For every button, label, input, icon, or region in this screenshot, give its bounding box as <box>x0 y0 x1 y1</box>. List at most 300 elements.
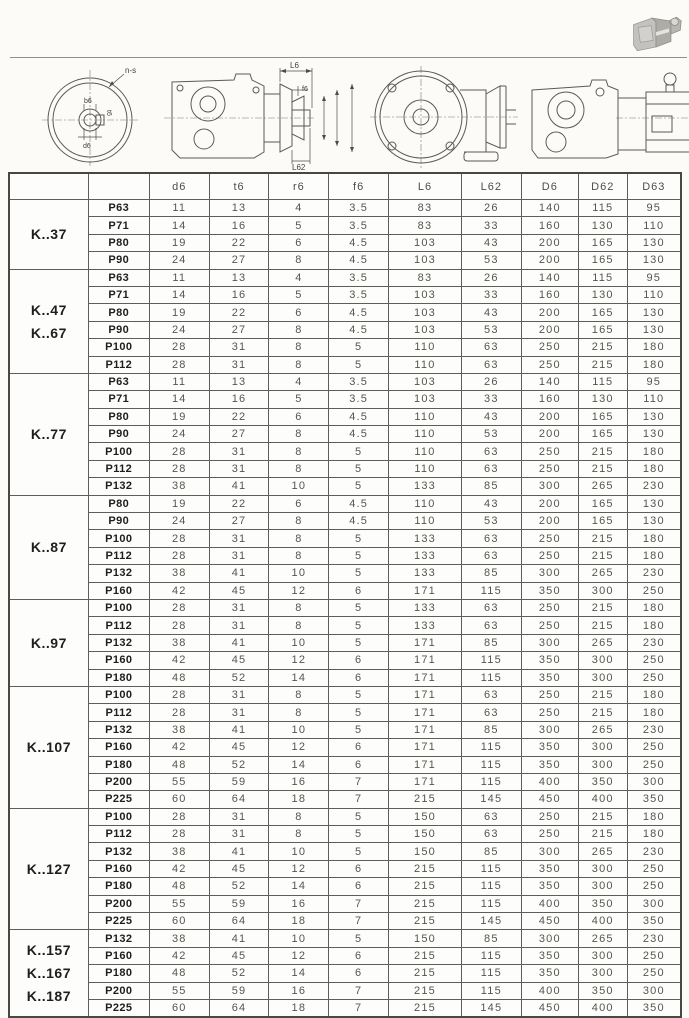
dim-value: 230 <box>627 478 681 495</box>
dim-value: 130 <box>578 286 627 303</box>
dim-value: 180 <box>627 617 681 634</box>
dim-value: 63 <box>461 704 521 721</box>
dim-value: 8 <box>269 704 329 721</box>
dim-value: 350 <box>521 669 578 686</box>
dim-value: 110 <box>389 339 462 356</box>
dim-value: 8 <box>269 252 329 269</box>
dim-value: 300 <box>578 860 627 877</box>
dim-value: 350 <box>578 773 627 790</box>
dim-d6: d6 <box>83 143 91 150</box>
model-label: P160 <box>88 652 149 669</box>
dim-value: 13 <box>209 373 269 390</box>
dim-value: 215 <box>578 686 627 703</box>
dim-value: 53 <box>461 252 521 269</box>
dim-value: 300 <box>521 478 578 495</box>
column-header <box>88 173 149 200</box>
model-label: P90 <box>88 252 149 269</box>
dim-value: 300 <box>578 582 627 599</box>
dim-value: 6 <box>269 495 329 512</box>
side-view-motor-drawing <box>520 60 689 170</box>
table-row <box>9 652 681 669</box>
dim-value: 180 <box>627 530 681 547</box>
dim-value: 171 <box>389 756 462 773</box>
dim-value: 215 <box>578 530 627 547</box>
dim-t6: t6 <box>105 110 112 116</box>
column-header: D63 <box>627 173 681 200</box>
table-row <box>9 895 681 912</box>
dim-value: 130 <box>627 495 681 512</box>
model-label: P112 <box>88 460 149 477</box>
dim-value: 5 <box>329 843 389 860</box>
dim-value: 5 <box>329 617 389 634</box>
dim-value: 53 <box>461 321 521 338</box>
dim-value: 250 <box>521 686 578 703</box>
dim-value: 300 <box>578 669 627 686</box>
dim-value: 300 <box>627 982 681 999</box>
dim-value: 230 <box>627 565 681 582</box>
dim-value: 400 <box>521 895 578 912</box>
dim-value: 200 <box>521 304 578 321</box>
dim-b6: b6 <box>84 98 92 105</box>
dim-value: 85 <box>461 565 521 582</box>
dim-value: 45 <box>209 739 269 756</box>
dim-value: 4 <box>269 373 329 390</box>
column-header: r6 <box>269 173 329 200</box>
dim-value: 215 <box>389 947 462 964</box>
dim-value: 180 <box>627 826 681 843</box>
column-header: L62 <box>461 173 521 200</box>
dim-value: 250 <box>627 652 681 669</box>
dim-value: 63 <box>461 339 521 356</box>
dim-value: 171 <box>389 773 462 790</box>
dim-value: 300 <box>521 721 578 738</box>
dim-value: 215 <box>389 999 462 1017</box>
group-label-line: K..37 <box>30 226 67 243</box>
dim-value: 27 <box>209 426 269 443</box>
dim-value: 95 <box>627 269 681 286</box>
dim-value: 145 <box>461 999 521 1017</box>
dim-value: 8 <box>269 547 329 564</box>
dim-value: 215 <box>389 791 462 808</box>
shaft-end-view-drawing <box>38 60 156 170</box>
dim-value: 215 <box>389 913 462 930</box>
dim-value: 8 <box>269 599 329 616</box>
dim-value: 215 <box>578 339 627 356</box>
dim-value: 160 <box>521 391 578 408</box>
table-row <box>9 947 681 964</box>
dim-value: 140 <box>521 269 578 286</box>
dim-value: 19 <box>149 495 209 512</box>
dim-value: 300 <box>521 843 578 860</box>
dim-value: 115 <box>461 878 521 895</box>
dim-value: 8 <box>269 339 329 356</box>
dim-value: 64 <box>209 999 269 1017</box>
group-label-line: K..167 <box>26 965 71 982</box>
dim-value: 130 <box>627 426 681 443</box>
dim-value: 300 <box>521 930 578 947</box>
front-view-drawing <box>368 60 520 170</box>
dim-value: 115 <box>578 269 627 286</box>
group-label-line: K..157 <box>26 942 71 959</box>
dim-value: 26 <box>461 200 521 217</box>
table-row <box>9 547 681 564</box>
dim-value: 115 <box>461 965 521 982</box>
dim-value: 400 <box>578 913 627 930</box>
gearmotor-photo <box>628 9 684 57</box>
dim-value: 150 <box>389 826 462 843</box>
dim-value: 83 <box>389 269 462 286</box>
dim-value: 38 <box>149 843 209 860</box>
dim-value: 180 <box>627 460 681 477</box>
dim-value: 28 <box>149 443 209 460</box>
dim-value: 230 <box>627 634 681 651</box>
model-label: P112 <box>88 704 149 721</box>
model-label: P160 <box>88 582 149 599</box>
dim-value: 180 <box>627 443 681 460</box>
dim-value: 4.5 <box>329 408 389 425</box>
dim-value: 7 <box>329 791 389 808</box>
dim-value: 180 <box>627 808 681 825</box>
dim-value: 215 <box>578 547 627 564</box>
dim-value: 22 <box>209 495 269 512</box>
dim-value: 85 <box>461 721 521 738</box>
dim-value: 6 <box>329 756 389 773</box>
dim-value: 171 <box>389 686 462 703</box>
dim-value: 180 <box>627 599 681 616</box>
dim-value: 28 <box>149 704 209 721</box>
dim-value: 6 <box>329 947 389 964</box>
dim-value: 265 <box>578 565 627 582</box>
dim-value: 150 <box>389 930 462 947</box>
table-row <box>9 286 681 303</box>
dim-value: 3.5 <box>329 373 389 390</box>
dim-value: 250 <box>521 599 578 616</box>
dim-value: 400 <box>521 982 578 999</box>
group-label-line: K..97 <box>30 634 67 651</box>
dim-value: 265 <box>578 634 627 651</box>
dim-value: 250 <box>521 826 578 843</box>
dim-L62: L62 <box>292 163 306 170</box>
table-row <box>9 669 681 686</box>
column-header: L6 <box>389 173 462 200</box>
dim-value: 42 <box>149 582 209 599</box>
table-row <box>9 356 681 373</box>
dim-value: 300 <box>578 965 627 982</box>
dim-value: 5 <box>269 391 329 408</box>
dim-value: 250 <box>627 860 681 877</box>
dim-value: 350 <box>627 791 681 808</box>
dim-value: 26 <box>461 373 521 390</box>
dim-value: 400 <box>578 999 627 1017</box>
dim-value: 31 <box>209 460 269 477</box>
dim-value: 22 <box>209 408 269 425</box>
dim-value: 48 <box>149 669 209 686</box>
dim-value: 31 <box>209 826 269 843</box>
dim-value: 85 <box>461 634 521 651</box>
dim-value: 200 <box>521 495 578 512</box>
dim-value: 110 <box>627 391 681 408</box>
dim-value: 60 <box>149 791 209 808</box>
dim-value: 115 <box>461 947 521 964</box>
dim-value: 14 <box>269 878 329 895</box>
dim-value: 4.5 <box>329 426 389 443</box>
dim-value: 26 <box>461 269 521 286</box>
dim-value: 4.5 <box>329 234 389 251</box>
dim-value: 350 <box>521 860 578 877</box>
dim-value: 85 <box>461 843 521 860</box>
dim-value: 14 <box>149 217 209 234</box>
dim-value: 200 <box>521 513 578 530</box>
dim-value: 8 <box>269 513 329 530</box>
model-label: P180 <box>88 756 149 773</box>
dim-value: 215 <box>578 808 627 825</box>
dim-value: 63 <box>461 460 521 477</box>
model-label: P112 <box>88 356 149 373</box>
dim-value: 8 <box>269 321 329 338</box>
dim-value: 350 <box>521 965 578 982</box>
dim-value: 215 <box>578 356 627 373</box>
dim-value: 5 <box>329 547 389 564</box>
dim-value: 24 <box>149 426 209 443</box>
dim-value: 165 <box>578 408 627 425</box>
model-label: P225 <box>88 913 149 930</box>
table-row <box>9 217 681 234</box>
group-label <box>9 686 88 808</box>
dim-value: 38 <box>149 565 209 582</box>
dim-value: 180 <box>627 356 681 373</box>
group-label <box>9 808 88 930</box>
dimension-table <box>8 172 682 1018</box>
callout-n-s: n-s <box>125 66 137 75</box>
dim-value: 31 <box>209 808 269 825</box>
dim-value: 16 <box>209 391 269 408</box>
dim-value: 31 <box>209 443 269 460</box>
dim-value: 38 <box>149 930 209 947</box>
table-row <box>9 478 681 495</box>
dim-value: 12 <box>269 739 329 756</box>
model-label: P63 <box>88 200 149 217</box>
group-label-line: K..127 <box>26 861 71 878</box>
dim-value: 300 <box>578 739 627 756</box>
dim-value: 4 <box>269 269 329 286</box>
dim-value: 63 <box>461 686 521 703</box>
model-label: P90 <box>88 426 149 443</box>
dim-value: 8 <box>269 530 329 547</box>
dim-value: 140 <box>521 200 578 217</box>
model-label: P100 <box>88 686 149 703</box>
dim-value: 171 <box>389 634 462 651</box>
dim-value: 171 <box>389 721 462 738</box>
dim-value: 63 <box>461 530 521 547</box>
dim-value: 22 <box>209 304 269 321</box>
dim-value: 31 <box>209 356 269 373</box>
dim-value: 3.5 <box>329 286 389 303</box>
table-row <box>9 426 681 443</box>
dim-value: 103 <box>389 321 462 338</box>
dim-value: 18 <box>269 791 329 808</box>
model-label: P90 <box>88 513 149 530</box>
dim-value: 85 <box>461 478 521 495</box>
dim-value: 110 <box>389 408 462 425</box>
dim-value: 38 <box>149 478 209 495</box>
dim-value: 350 <box>578 982 627 999</box>
dim-value: 8 <box>269 617 329 634</box>
technical-drawings <box>38 60 678 170</box>
dim-value: 103 <box>389 286 462 303</box>
group-label-line: K..47 <box>30 301 67 318</box>
dim-value: 83 <box>389 200 462 217</box>
dim-value: 60 <box>149 999 209 1017</box>
group-label <box>9 200 88 270</box>
table-row <box>9 860 681 877</box>
dim-value: 130 <box>627 408 681 425</box>
table-row <box>9 408 681 425</box>
dim-value: 63 <box>461 356 521 373</box>
model-label: P180 <box>88 669 149 686</box>
dim-value: 6 <box>269 234 329 251</box>
column-header: D6 <box>521 173 578 200</box>
dim-value: 103 <box>389 373 462 390</box>
dim-value: 5 <box>269 286 329 303</box>
dim-value: 27 <box>209 321 269 338</box>
group-label-line: K..87 <box>30 539 67 556</box>
dim-value: 13 <box>209 200 269 217</box>
dim-value: 10 <box>269 721 329 738</box>
table-row <box>9 913 681 930</box>
model-label: P90 <box>88 321 149 338</box>
column-header: t6 <box>209 173 269 200</box>
dim-value: 133 <box>389 547 462 564</box>
dim-value: 3.5 <box>329 200 389 217</box>
dim-value: 165 <box>578 426 627 443</box>
dim-value: 200 <box>521 234 578 251</box>
table-row <box>9 756 681 773</box>
dim-value: 215 <box>578 617 627 634</box>
dim-value: 250 <box>627 947 681 964</box>
dim-value: 28 <box>149 460 209 477</box>
dim-value: 250 <box>627 582 681 599</box>
dim-value: 59 <box>209 773 269 790</box>
dim-value: 140 <box>521 373 578 390</box>
dim-value: 160 <box>521 286 578 303</box>
dim-value: 300 <box>578 652 627 669</box>
dim-value: 115 <box>461 652 521 669</box>
dim-value: 63 <box>461 443 521 460</box>
dim-value: 41 <box>209 478 269 495</box>
model-label: P132 <box>88 565 149 582</box>
table-row <box>9 878 681 895</box>
dim-value: 5 <box>329 808 389 825</box>
dim-value: 5 <box>329 530 389 547</box>
dim-value: 5 <box>329 565 389 582</box>
dim-value: 63 <box>461 617 521 634</box>
dim-value: 115 <box>578 200 627 217</box>
model-label: P160 <box>88 860 149 877</box>
dim-value: 5 <box>329 599 389 616</box>
dim-value: 171 <box>389 652 462 669</box>
dim-value: 180 <box>627 704 681 721</box>
dim-value: 215 <box>578 443 627 460</box>
dim-value: 24 <box>149 513 209 530</box>
dim-value: 24 <box>149 252 209 269</box>
dim-value: 11 <box>149 269 209 286</box>
table-row <box>9 391 681 408</box>
dim-value: 250 <box>627 878 681 895</box>
column-header: d6 <box>149 173 209 200</box>
dim-value: 133 <box>389 599 462 616</box>
dim-value: 41 <box>209 565 269 582</box>
dim-value: 300 <box>627 895 681 912</box>
dim-value: 215 <box>389 895 462 912</box>
dim-value: 31 <box>209 617 269 634</box>
table-row <box>9 495 681 512</box>
dim-value: 11 <box>149 373 209 390</box>
dim-value: 300 <box>627 773 681 790</box>
dim-value: 28 <box>149 826 209 843</box>
column-header: D62 <box>578 173 627 200</box>
model-label: P80 <box>88 408 149 425</box>
dim-value: 33 <box>461 286 521 303</box>
column-header <box>9 173 88 200</box>
model-label: P132 <box>88 721 149 738</box>
dim-value: 45 <box>209 947 269 964</box>
dim-value: 28 <box>149 547 209 564</box>
header-rule <box>10 57 687 58</box>
dim-value: 5 <box>329 721 389 738</box>
dim-value: 265 <box>578 930 627 947</box>
dim-value: 171 <box>389 669 462 686</box>
dim-value: 16 <box>269 773 329 790</box>
dim-value: 350 <box>521 652 578 669</box>
table-row <box>9 339 681 356</box>
dim-value: 350 <box>521 878 578 895</box>
dim-value: 115 <box>578 373 627 390</box>
dim-value: 63 <box>461 547 521 564</box>
dim-value: 28 <box>149 686 209 703</box>
dim-value: 43 <box>461 304 521 321</box>
dim-value: 5 <box>329 704 389 721</box>
dim-value: 250 <box>627 669 681 686</box>
dim-value: 200 <box>521 408 578 425</box>
model-label: P80 <box>88 495 149 512</box>
dim-value: 10 <box>269 843 329 860</box>
table-row <box>9 773 681 790</box>
dim-value: 5 <box>329 478 389 495</box>
dim-value: 16 <box>209 217 269 234</box>
dim-value: 59 <box>209 895 269 912</box>
table-row <box>9 686 681 703</box>
dim-value: 95 <box>627 373 681 390</box>
table-row <box>9 634 681 651</box>
dim-value: 300 <box>521 565 578 582</box>
dim-value: 4.5 <box>329 252 389 269</box>
dim-value: 8 <box>269 686 329 703</box>
dim-value: 250 <box>521 530 578 547</box>
dim-value: 33 <box>461 217 521 234</box>
dim-value: 41 <box>209 634 269 651</box>
table-row <box>9 460 681 477</box>
dim-value: 250 <box>521 339 578 356</box>
column-header: f6 <box>329 173 389 200</box>
group-label-line: K..67 <box>30 324 67 341</box>
dim-value: 300 <box>578 756 627 773</box>
dim-value: 3.5 <box>329 217 389 234</box>
dim-value: 52 <box>209 878 269 895</box>
dim-value: 215 <box>578 460 627 477</box>
dim-value: 110 <box>389 356 462 373</box>
dim-value: 7 <box>329 982 389 999</box>
dim-value: 10 <box>269 565 329 582</box>
